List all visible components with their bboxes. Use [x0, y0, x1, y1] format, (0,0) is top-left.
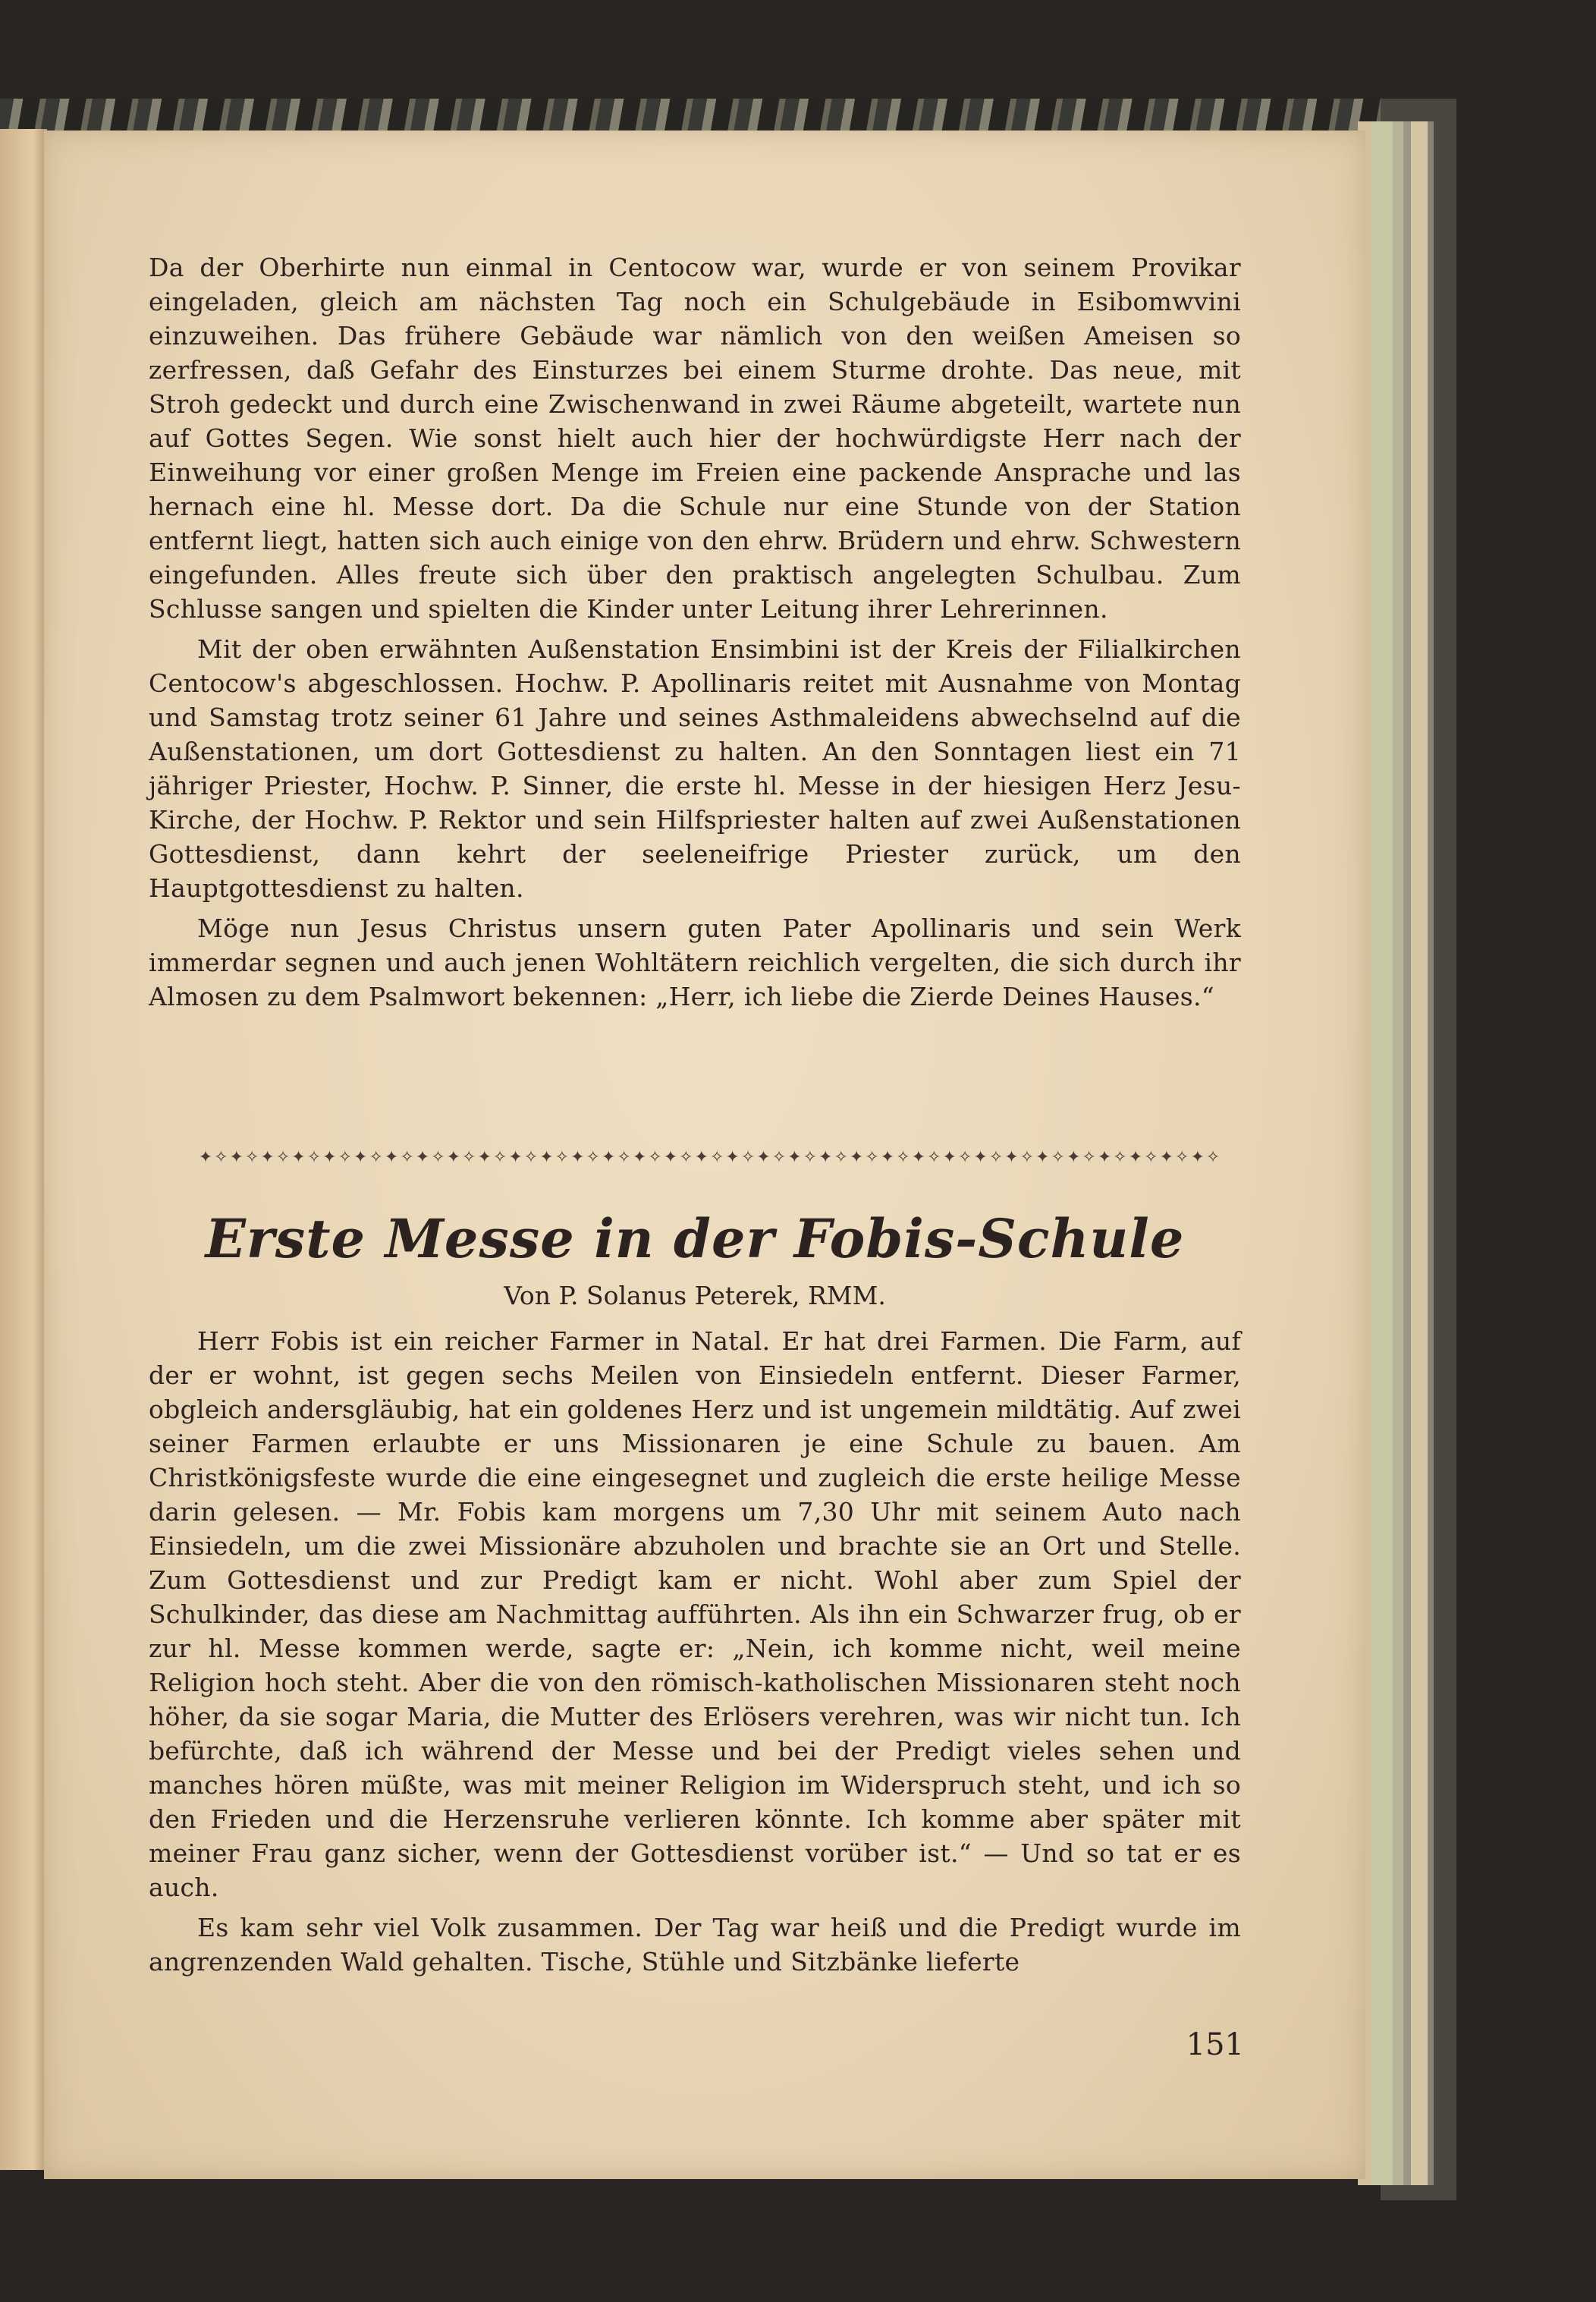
paragraph: Mit der oben erwähnten Außenstation Ensimbini ist der Kreis der Filialkirchen Centocow's abgeschlossen. Hochw. P. Apollinaris reitet mit Ausnahme von Montag und Samstag trotz seiner 61 Jahre und seines Asthmaleidens abwechselnd auf die Außenstationen, um dort Gottesdienst zu halten. An den Sonntagen liest ein 71 jähriger Priester, Hochw. P. Sinner, die erste hl. Messe in der hiesigen Herz Jesu-Kirche, der Hochw. P. Rektor und sein Hilfspriester halten auf zwei Außenstationen Gottesdienst, dann kehrt der seeleneifrige Priester zurück, um den Hauptgottesdienst zu halten. — [149, 634, 1241, 903]
article-continued — [149, 250, 1241, 1020]
article-body — [149, 1324, 1241, 1985]
article-byline: Von P. Solanus Peterek, RMM. — [504, 1281, 886, 1310]
paragraph: Da der Oberhirte nun einmal in Centocow war, wurde er von seinem Provikar eingeladen, gleich am nächsten Tag noch ein Schulgebäude in Esibomwvini einzuweihen. Das frühere Gebäude war nämlich von den weißen Ameisen so zerfressen, daß Gefahr des Einsturzes bei einem Sturme drohte. Das neue, mit Stroh gedeckt und durch eine Zwischenwand in zwei Räume abgeteilt, wartete nun auf Gottes Segen. Wie sonst hielt auch hier der hochwürdigste Herr nach der Einweihung vor einer großen Menge im Freien eine packende Ansprache und las hernach eine hl. Messe dort. Da die Schule nur eine Stunde von der Station entfernt liegt, hatten sich auch einige von den ehrw. Brüdern und ehrw. Schwestern eingefunden. Alles freute sich über den praktisch angelegten Schulbau. Zum Schlusse sangen und spielten die Kinder unter Leitung ihrer Lehrerinnen. — [149, 253, 1241, 624]
previous-page-edge — [0, 129, 47, 2170]
paragraph: Möge nun Jesus Christus unsern guten Pater Apollinaris und sein Werk immerdar segnen und auch jenen Wohltätern reichlich vergelten, die sich durch ihr Almosen zu dem Psalmwort bekennen: „Herr, ich liebe die Zierde Deines Hauses.“ — [149, 914, 1241, 1011]
paragraph: Herr Fobis ist ein reicher Farmer in Natal. Er hat drei Farmen. Die Farm, auf der er wohnt, ist gegen sechs Meilen von Einsiedeln entfernt. Dieser Farmer, obgleich andersgläubig, hat ein goldenes Herz und ist ungemein mildtätig. Auf zwei seiner Farmen erlaubte er uns Missionaren je eine Schule zu bauen. Am Christkönigsfeste wurde die eine eingesegnet und zugleich die erste heilige Messe darin gelesen. — Mr. Fobis kam morgens um 7,30 Uhr mit seinem Auto nach Einsiedeln, um die zwei Missionäre abzuholen und brachte sie an Ort und Stelle. Zum Gottesdienst und zur Predigt kam er nicht. Wohl aber zum Spiel der Schulkinder, das diese am Nachmittag aufführten. Als ihn ein Schwarzer frug, ob er zur hl. Messe kommen werde, sagte er: „Nein, ich komme nicht, weil meine Religion hoch steht. Aber die von den römisch-katholischen Missionaren steht noch höher, da sie sogar Maria, die Mutter des Erlösers verehren, was wir nicht tun. Ich befürchte, daß ich während der Messe und bei der Predigt vieles sehen und manches hören müßte, was mit meiner Religion im Widerspruch steht, und ich so den Frieden und die Herzensruhe verlieren könnte. Ich komme aber später mit meiner Frau ganz sicher, wenn der Gottesdienst vorüber ist.“ — Und so tat er es auch. — [149, 1326, 1241, 1902]
article-title: Erste Messe in der Fobis-Schule — [205, 1207, 1185, 1270]
page-stack-edges — [1358, 121, 1434, 2185]
decorative-divider: ✦✧✦✧✦✧✦✧✦✧✦✧✦✧✦✧✦✧✦✧✦✧✦✧✦✧✦✧✦✧✦✧✦✧✦✧✦✧✦✧✦✧✦✧✦✧✦✧✦✧✦✧✦✧✦✧✦✧✦✧✦✧✦✧✦✧ — [198, 1150, 1222, 1165]
page-number: 151 — [1186, 2027, 1244, 2062]
paragraph: Es kam sehr viel Volk zusammen. Der Tag war heiß und die Predigt wurde im angrenzenden Wald gehalten. Tische, Stühle und Sitzbänke lieferte — [149, 1913, 1241, 1977]
